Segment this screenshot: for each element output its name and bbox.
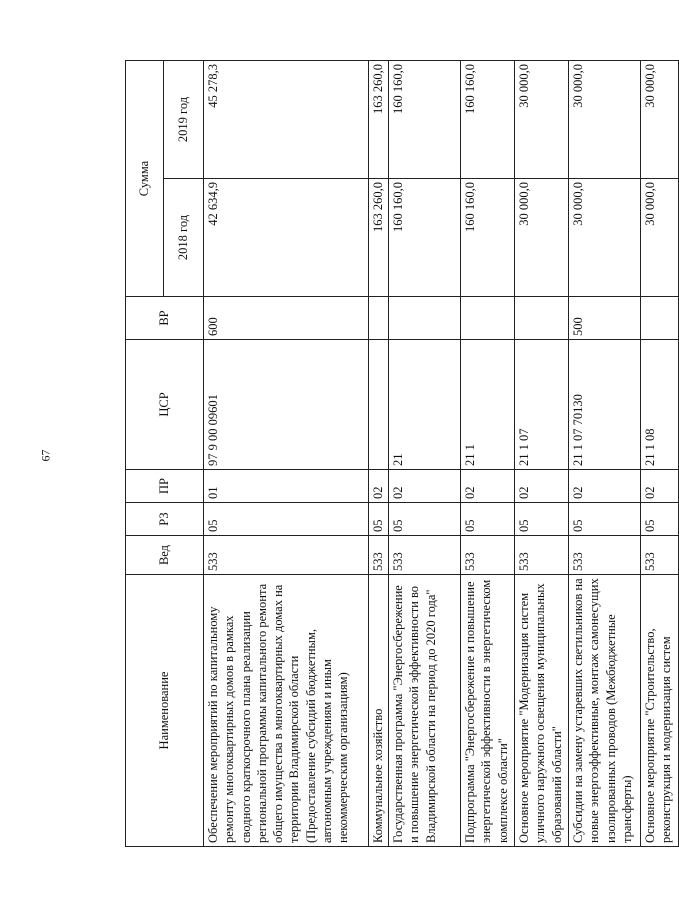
budget-table-container bbox=[125, 61, 674, 847]
header-rz: РЗ bbox=[126, 503, 204, 536]
cell-name: Коммунальное хозяйство bbox=[369, 575, 389, 847]
table-row bbox=[369, 61, 389, 847]
cell-rz: 05 bbox=[515, 503, 569, 536]
header-sum: Сумма bbox=[126, 61, 164, 297]
header-year-2018: 2018 год bbox=[164, 179, 204, 297]
cell-ved: 533 bbox=[369, 536, 389, 575]
header-year-2019: 2019 год bbox=[164, 61, 204, 179]
cell-rz: 05 bbox=[461, 503, 515, 536]
cell-csr: 97 9 00 09601 bbox=[204, 340, 369, 470]
cell-2018: 163 260,0 bbox=[369, 179, 389, 297]
cell-rz: 05 bbox=[204, 503, 369, 536]
cell-pr: 02 bbox=[569, 470, 641, 503]
budget-table bbox=[125, 60, 679, 847]
cell-csr: 21 1 07 bbox=[515, 340, 569, 470]
cell-name: Государственная программа "Энергосбережение и повышение энергетической эффективности во Владимирской области на период до 2020 года" bbox=[389, 575, 461, 847]
cell-pr: 02 bbox=[389, 470, 461, 503]
cell-ved: 533 bbox=[389, 536, 461, 575]
header-ved: Вед bbox=[126, 536, 204, 575]
cell-name: Подпрограмма "Энергосбережение и повышение энергетической эффективности в энергетическом комплексе области" bbox=[461, 575, 515, 847]
cell-2019: 160 160,0 bbox=[461, 61, 515, 179]
cell-pr: 02 bbox=[515, 470, 569, 503]
cell-2019: 45 278,3 bbox=[204, 61, 369, 179]
cell-vr: 500 bbox=[569, 297, 641, 340]
cell-name: Основное мероприятие "Строительство, реконструкция и модернизация систем bbox=[641, 575, 679, 847]
header-name: Наименование bbox=[126, 575, 204, 847]
cell-name: Субсидии на замену устаревших светильников на новые энергоэффективные, монтаж самонесущих изолированных проводов (Межбюджетные трансферты) bbox=[569, 575, 641, 847]
cell-name: Основное мероприятие "Модернизация систем уличного наружного освещения муниципальных образований области" bbox=[515, 575, 569, 847]
header-vr: ВР bbox=[126, 297, 204, 340]
cell-rz: 05 bbox=[569, 503, 641, 536]
header-pr: ПР bbox=[126, 470, 204, 503]
table-row bbox=[461, 61, 515, 847]
table-row bbox=[569, 61, 641, 847]
cell-pr: 02 bbox=[369, 470, 389, 503]
cell-rz: 05 bbox=[369, 503, 389, 536]
cell-csr: 21 1 07 70130 bbox=[569, 340, 641, 470]
cell-2018: 160 160,0 bbox=[461, 179, 515, 297]
cell-2018: 30 000,0 bbox=[569, 179, 641, 297]
cell-rz: 05 bbox=[389, 503, 461, 536]
cell-csr bbox=[369, 340, 389, 470]
cell-ved: 533 bbox=[515, 536, 569, 575]
cell-2019: 30 000,0 bbox=[515, 61, 569, 179]
cell-vr bbox=[641, 297, 679, 340]
cell-2018: 42 634,9 bbox=[204, 179, 369, 297]
table-row bbox=[204, 61, 369, 847]
cell-pr: 02 bbox=[461, 470, 515, 503]
header-csr: ЦСР bbox=[126, 340, 204, 470]
cell-vr: 600 bbox=[204, 297, 369, 340]
cell-pr: 02 bbox=[641, 470, 679, 503]
cell-2019: 30 000,0 bbox=[569, 61, 641, 179]
cell-ved: 533 bbox=[204, 536, 369, 575]
cell-ved: 533 bbox=[569, 536, 641, 575]
cell-2019: 163 260,0 bbox=[369, 61, 389, 179]
cell-2019: 160 160,0 bbox=[389, 61, 461, 179]
cell-csr: 21 1 bbox=[461, 340, 515, 470]
cell-vr bbox=[515, 297, 569, 340]
cell-pr: 01 bbox=[204, 470, 369, 503]
table-row bbox=[515, 61, 569, 847]
cell-vr bbox=[389, 297, 461, 340]
table-frame bbox=[125, 61, 674, 847]
table-row bbox=[641, 61, 679, 847]
page-number: 67 bbox=[38, 449, 53, 462]
cell-vr bbox=[461, 297, 515, 340]
cell-2019: 30 000,0 bbox=[641, 61, 679, 179]
cell-ved: 533 bbox=[461, 536, 515, 575]
cell-2018: 30 000,0 bbox=[641, 179, 679, 297]
cell-ved: 533 bbox=[641, 536, 679, 575]
cell-2018: 30 000,0 bbox=[515, 179, 569, 297]
cell-csr: 21 bbox=[389, 340, 461, 470]
cell-name: Обеспечение мероприятий по капитальному ремонту многоквартирных домов в рамках сводного краткосрочного плана реализации региональной программы капитального ремонта общего имущества в многоквартирных домах на территории Владимирской области (Предоставление субсидий бюджетным, автономным учреждениям и иным некоммерческим организациям) bbox=[204, 575, 369, 847]
cell-csr: 21 1 08 bbox=[641, 340, 679, 470]
cell-2018: 160 160,0 bbox=[389, 179, 461, 297]
table-row bbox=[389, 61, 461, 847]
cell-vr bbox=[369, 297, 389, 340]
cell-rz: 05 bbox=[641, 503, 679, 536]
